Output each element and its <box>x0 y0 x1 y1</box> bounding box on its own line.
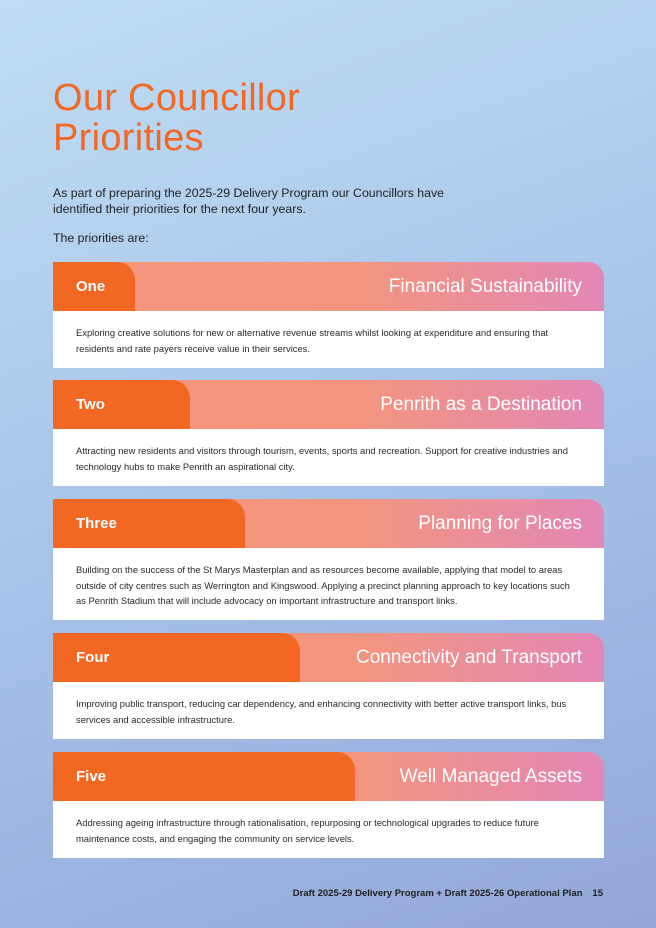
page-number: 15 <box>592 888 603 899</box>
priority-card-one <box>53 262 604 368</box>
priority-number: Three <box>76 515 117 532</box>
page-title-line-2: Priorities <box>53 117 204 159</box>
footer-text: Draft 2025-29 Delivery Program + Draft 2025-26 Operational Plan <box>292 888 583 899</box>
page-title-line-1: Our Councillor <box>53 77 301 119</box>
intro-subheading: The priorities are: <box>53 231 149 245</box>
priority-number: One <box>76 278 106 295</box>
priority-number: Five <box>76 768 107 785</box>
priority-card-three <box>53 499 604 620</box>
priority-title: Financial Sustainability <box>388 276 582 297</box>
priority-header <box>53 633 604 682</box>
priority-title: Connectivity and Transport <box>355 647 582 668</box>
priority-number-tab <box>53 380 190 429</box>
intro-paragraph: As part of preparing the 2025-29 Delivery Program our Councillors have identified their priorities for the next four years. <box>53 186 444 216</box>
priority-number: Four <box>76 649 110 666</box>
priority-header <box>53 262 604 311</box>
priority-card-two <box>53 380 604 486</box>
priority-title: Planning for Places <box>418 513 582 534</box>
page-title <box>53 78 300 158</box>
priority-card-four <box>53 633 604 739</box>
priority-header <box>53 380 604 429</box>
page-footer <box>293 888 603 899</box>
priority-title: Penrith as a Destination <box>380 394 582 415</box>
priority-header <box>53 499 604 548</box>
priority-description: Exploring creative solutions for new or alternative revenue streams whilst looking at expenditure and ensuring that residents and rate payers receive value in their services. <box>53 311 604 368</box>
priority-title: Well Managed Assets <box>399 766 582 787</box>
priority-header <box>53 752 604 801</box>
priority-description: Attracting new residents and visitors through tourism, events, sports and recreation. Support for creative industries and technology hubs to make Penrith an aspirational city. <box>53 429 604 486</box>
priority-number: Two <box>76 396 105 413</box>
priority-card-five <box>53 752 604 858</box>
priority-description: Addressing ageing infrastructure through rationalisation, repurposing or technological upgrades to reduce future maintenance costs, and engaging the community on service levels. <box>53 801 604 858</box>
priority-description: Building on the success of the St Marys Masterplan and as resources become available, applying that model to areas outside of city centres such as Werrington and Kingswood. Applying a precinct planning approach to key locations such as Penrith Stadium that will include advocacy on important infrastructure and transport links. <box>53 548 604 620</box>
priority-description: Improving public transport, reducing car dependency, and enhancing connectivity with better active transport links, bus services and accessible infrastructure. <box>53 682 604 739</box>
